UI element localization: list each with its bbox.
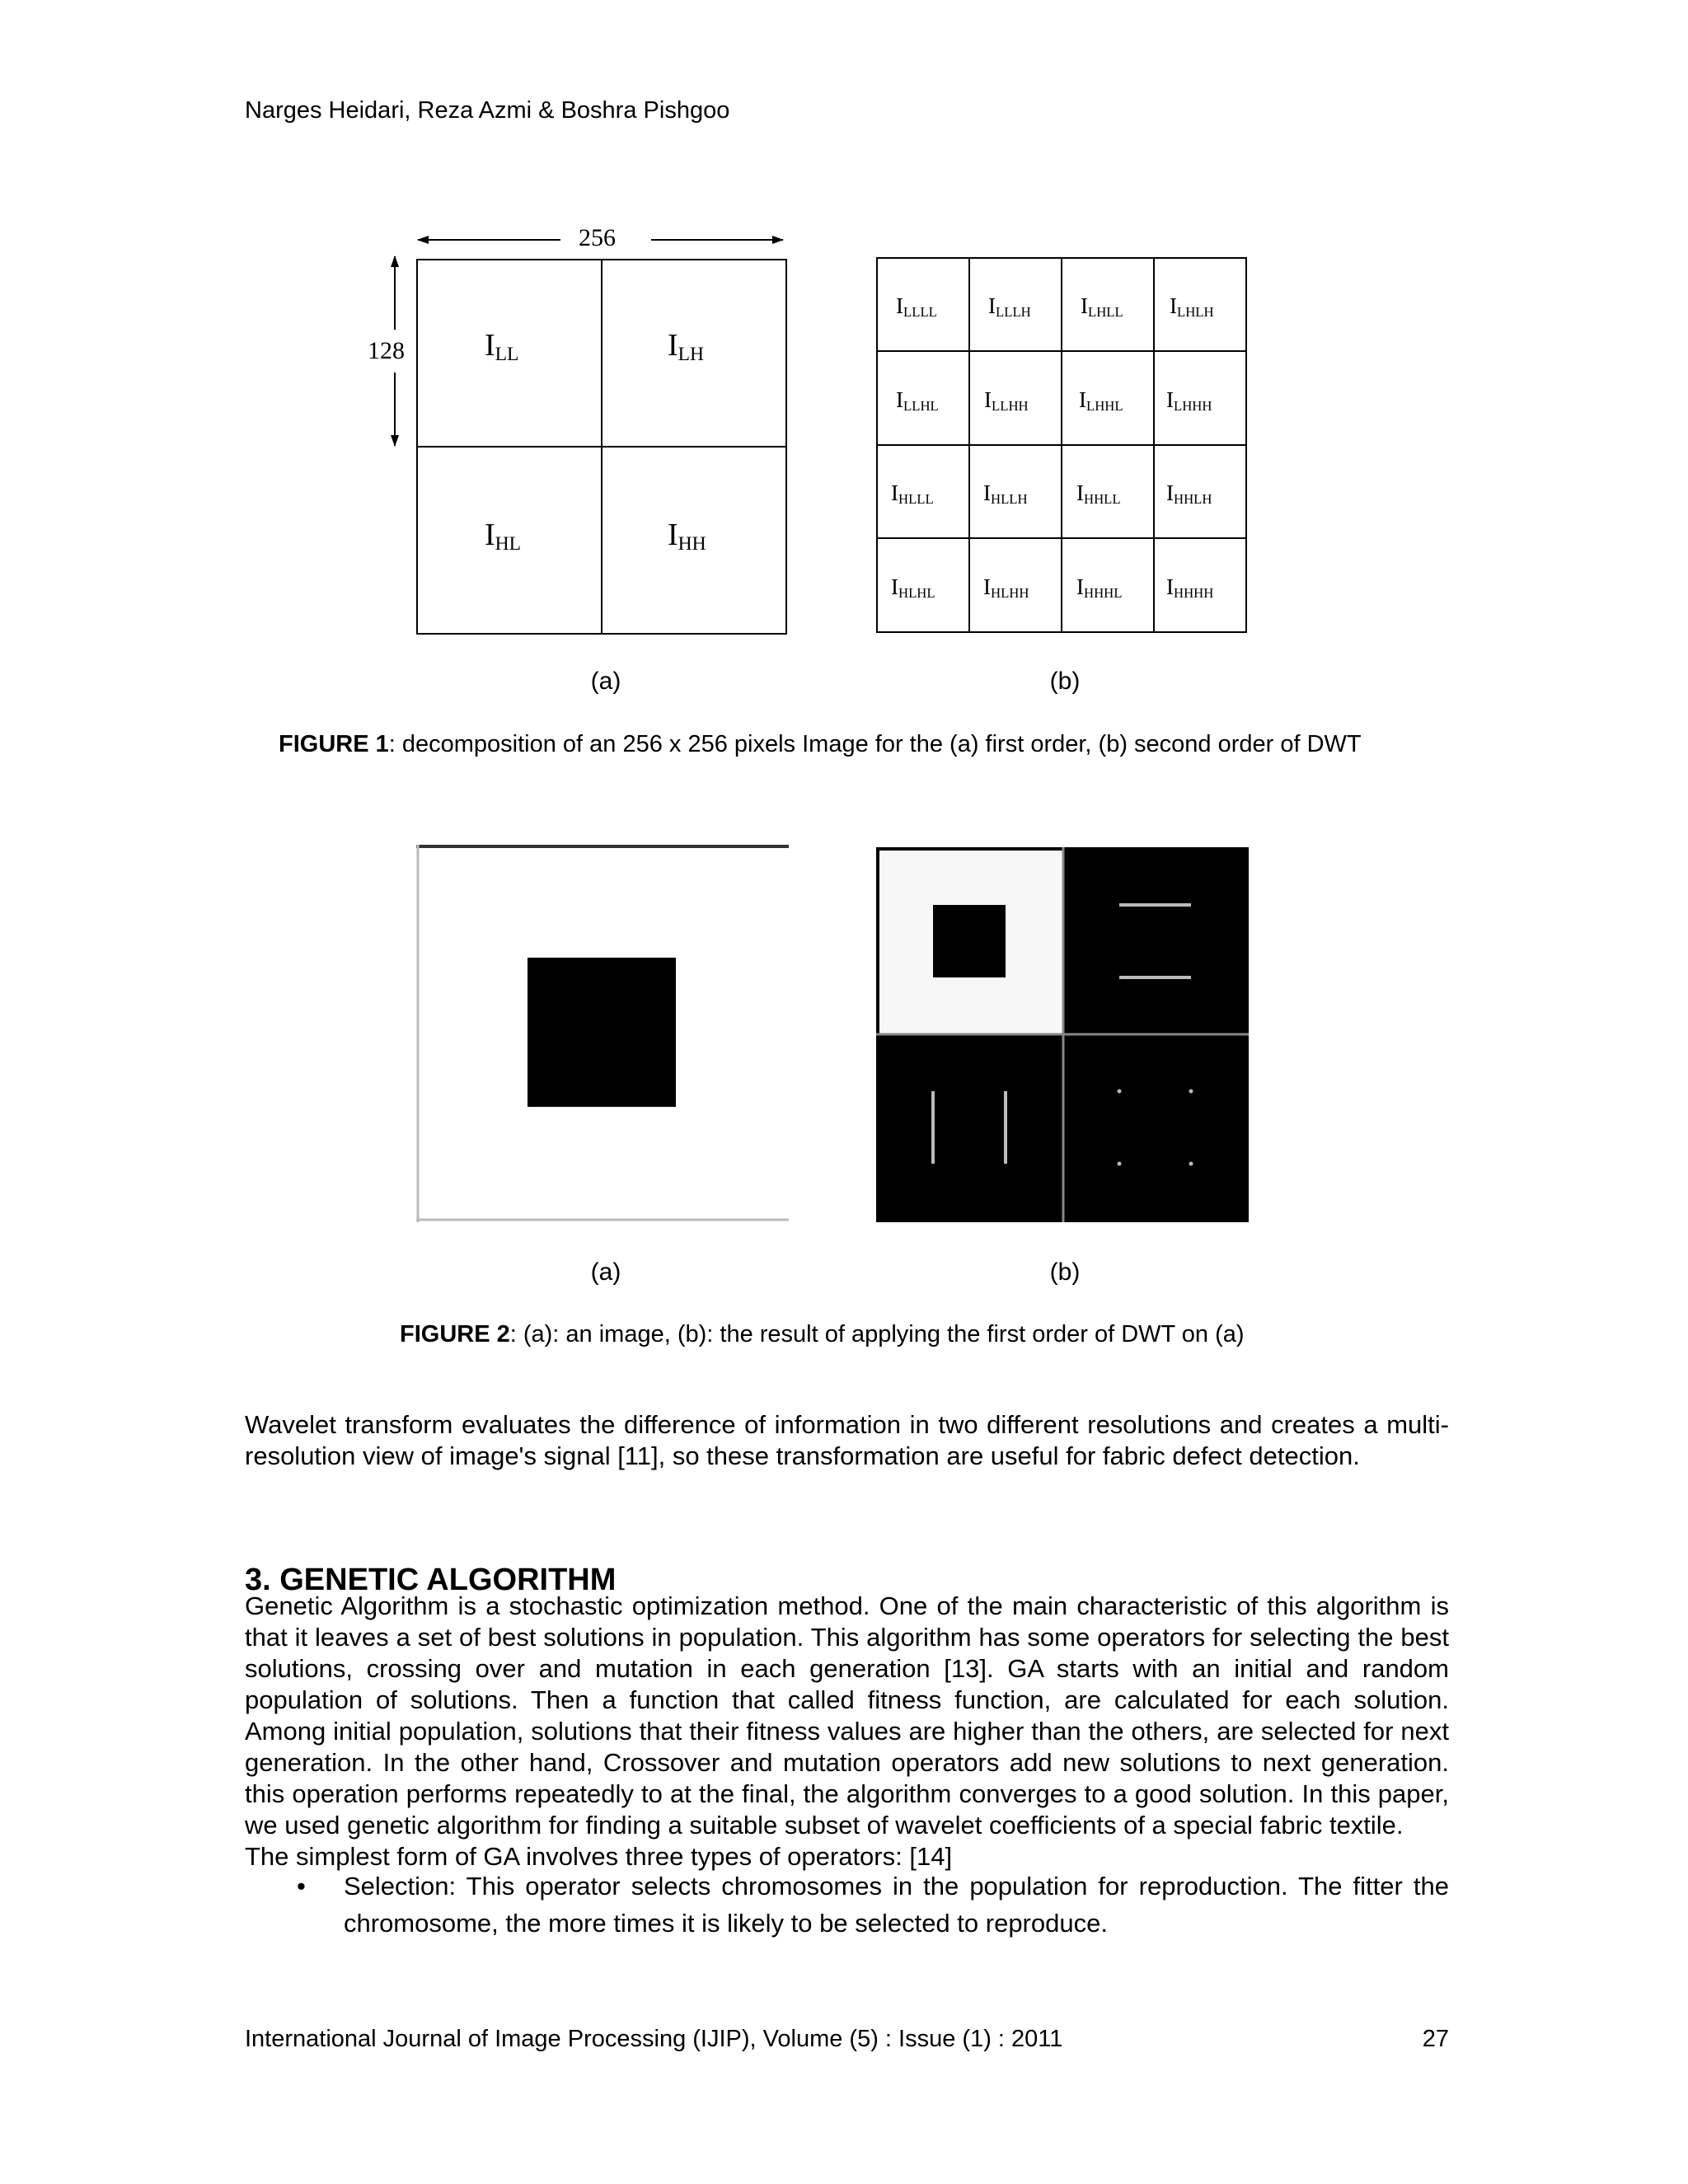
cell-ilhll: $I_{LHLL}$ xyxy=(1081,293,1123,321)
paragraph-wavelet: Wavelet transform evaluates the difference of information in two different resolutions and creates a multi-resolution view of image's signal [11], so these transformation are useful for fabric defect detection. xyxy=(245,1410,1449,1470)
figure1-label-b: (b) xyxy=(1049,668,1081,695)
cell-ilhhl: $I_{LHHL}$ xyxy=(1079,387,1123,415)
cell-ihlhl: $I_{HLHL}$ xyxy=(891,574,935,602)
footer-page-number: 27 xyxy=(1422,2026,1449,2052)
cell-illll: $I_{LLLL}$ xyxy=(896,293,937,321)
dim-height-label: 128 xyxy=(368,337,405,364)
cell-illhl: $I_{LLHL}$ xyxy=(896,387,939,415)
cell-ilhhh: $I_{LHHH}$ xyxy=(1166,387,1212,415)
list-item-selection-text: Selection: This operator selects chromosomes in the population for reproduction. The fitter the chromosome, the more times it is likely to be selected to reproduce. xyxy=(344,1872,1449,1938)
running-head: Narges Heidari, Reza Azmi & Boshra Pishgoo xyxy=(245,97,730,124)
figure2-image-b xyxy=(876,847,1249,1222)
cell-ill: $I_{LL}$ xyxy=(485,328,519,365)
cell-ihhhl: $I_{HHHL}$ xyxy=(1076,574,1123,602)
figure1-caption xyxy=(279,731,1362,758)
cell-ihllh: $I_{HLLH}$ xyxy=(983,480,1028,508)
cell-ilhlh: $I_{LHLH}$ xyxy=(1170,293,1214,321)
cell-ihhhh: $I_{HHHH}$ xyxy=(1166,574,1214,602)
figure1-panel-a xyxy=(363,218,791,647)
figure1-caption-text: : decomposition of an 256 x 256 pixels Image for the (a) first order, (b) second order of DWT xyxy=(388,731,1362,757)
footer-journal: International Journal of Image Processing (IJIP), Volume (5) : Issue (1) : 2011 xyxy=(245,2026,1063,2052)
figure2-label-b: (b) xyxy=(1049,1258,1081,1286)
figure1-label-a: (a) xyxy=(590,668,621,695)
figure1-caption-label: FIGURE 1 xyxy=(279,731,389,757)
figure1-panel-b xyxy=(876,257,1249,635)
cell-ihhll: $I_{HHLL}$ xyxy=(1076,480,1121,508)
cell-illhh: $I_{LLHH}$ xyxy=(984,387,1029,415)
figure2-caption-label: FIGURE 2 xyxy=(400,1321,510,1347)
paragraph-genetic-algorithm: Genetic Algorithm is a stochastic optimization method. One of the main characteristic of this algorithm is that it leaves a set of best solutions in population. This algorithm has some operators for selecting the best solutions, crossing over and mutation in each generation [13]. GA starts with an initial and random population of solutions. Then a function that called fitness function, are calculated for each solution. Among initial population, solutions that their fitness values are higher than the others, are selected for next generation. In the other hand, Crossover and mutation operators add new solutions to next generation. this operation performs repeatedly to at the final, the algorithm converges to a good solution. In this paper, we used genetic algorithm for finding a suitable subset of wavelet coefficients of a special fabric textile. xyxy=(245,1591,1449,1840)
cell-ilh: $I_{LH}$ xyxy=(668,328,705,365)
dim-width-label: 256 xyxy=(579,224,616,251)
bullet-icon: • xyxy=(297,1872,306,1900)
figure2-label-a: (a) xyxy=(590,1258,621,1286)
section-heading-genetic-algorithm: 3. GENETIC ALGORITHM xyxy=(245,1563,617,1597)
cell-illlh: $I_{LLLH}$ xyxy=(988,293,1031,321)
cell-ihlll: $I_{HLLL}$ xyxy=(891,480,934,508)
figure2-caption-text: : (a): an image, (b): the result of applying the first order of DWT on (a) xyxy=(509,1321,1245,1347)
cell-ihh: $I_{HH}$ xyxy=(668,518,706,555)
cell-ihl: $I_{HL}$ xyxy=(485,518,522,555)
figure2-image-b-drawing xyxy=(876,847,1249,1222)
figure2-image-a xyxy=(416,845,789,1222)
figure2-image-a-drawing xyxy=(416,845,789,1222)
figure2-caption xyxy=(400,1321,1245,1348)
cell-ihhlh: $I_{HHLH}$ xyxy=(1166,480,1212,508)
figure1-panel-a-drawing xyxy=(363,218,791,647)
cell-ihlhh: $I_{HLHH}$ xyxy=(983,574,1029,602)
black-square xyxy=(528,958,676,1107)
paragraph-operators-intro: The simplest form of GA involves three types of operators: [14] xyxy=(245,1842,953,1871)
